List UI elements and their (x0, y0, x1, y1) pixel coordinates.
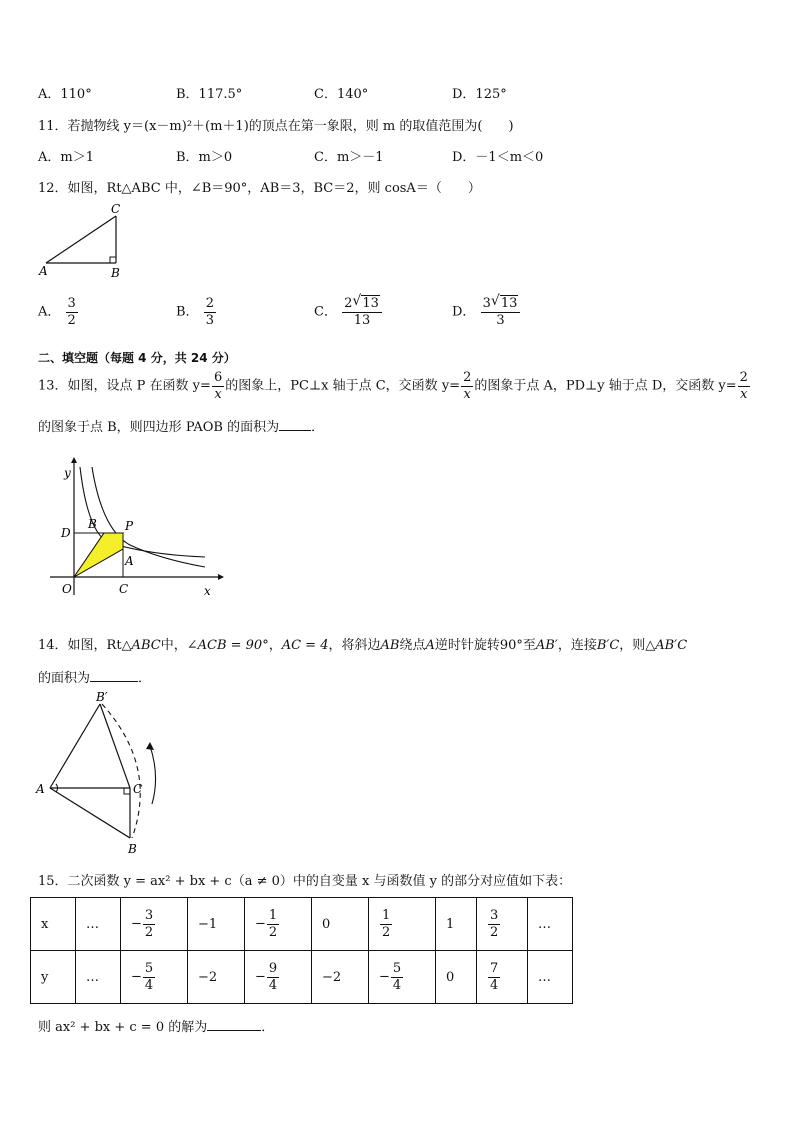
q15-x-cell (245, 898, 312, 951)
table-row (31, 951, 573, 1004)
cell-fraction-num: 7 (490, 960, 499, 976)
q14-question-line1 (38, 634, 687, 653)
q15-y-cell (369, 951, 436, 1004)
q11-option-b: B．m＞0 (176, 150, 233, 165)
q15-x-cell (76, 898, 121, 951)
q14-answer-blank[interactable] (90, 669, 138, 682)
q14-rotation-figure (30, 686, 180, 856)
cell-fraction-den: 4 (490, 977, 499, 993)
q13-label-d: D (61, 526, 71, 540)
q12-option-a-letter: A． (38, 304, 61, 320)
q14-ac: AC = 4 (281, 638, 329, 653)
q10-option-a: A．110° (38, 87, 92, 102)
q15-x-cell (121, 898, 188, 951)
q15-y-cell (477, 951, 528, 1004)
q14-angle: ∠ACB = 90° (186, 638, 269, 653)
cell-fraction-num: 1 (268, 907, 278, 923)
q12-label-b: B (111, 266, 120, 280)
q14-text-6: 逆时针旋转90°至 (434, 638, 536, 653)
q13-label-b: B (88, 517, 97, 531)
q15-answer-blank[interactable] (207, 1018, 261, 1031)
q13-hyperbola-figure (50, 455, 230, 605)
q10-option-b: B．117.5° (176, 87, 243, 102)
cell-sign: − (131, 916, 142, 932)
q12-label-c: C (111, 202, 121, 216)
q11-question: 11．若抛物线 y＝(x－m)²＋(m＋1)的顶点在第一象限，则 m 的取值范围为( ) (38, 119, 514, 134)
cell-fraction (488, 909, 500, 939)
cell-value: … (538, 916, 551, 932)
cell-value: … (86, 969, 99, 985)
q12-option-c-den: 13 (353, 312, 371, 328)
q14-label-c: C (133, 782, 143, 796)
q14-label-bprime: B′ (96, 690, 108, 704)
cell-value: 0 (446, 969, 455, 985)
cell-fraction (143, 962, 155, 992)
q14-end: ． (138, 671, 152, 686)
cell-fraction (267, 962, 279, 992)
q15-x-cell (188, 898, 245, 951)
cell-sign: − (379, 969, 390, 985)
cell-value: −1 (198, 916, 218, 932)
cell-fraction-num: 5 (144, 960, 154, 976)
q12-option-a-den: 2 (67, 312, 76, 328)
q11-option-c: C．m＞－1 (314, 150, 384, 165)
q12-option-c-rad: 13 (362, 296, 379, 311)
q14-label-a: A (36, 782, 45, 796)
q13-frac2-den: x (463, 386, 471, 402)
q12-option-d-letter: D． (452, 304, 476, 320)
q12-option-d: D． 3 √ 13 3 (452, 297, 521, 327)
q15-x-cell (477, 898, 528, 951)
q14-ab: AB (380, 638, 400, 653)
q14-tri2: △AB′C (645, 638, 688, 653)
q12-option-c: C． 2 √ 13 13 (314, 297, 383, 327)
q12-option-b (176, 297, 217, 327)
q14-pa: A (425, 638, 435, 653)
q15-x-cell (436, 898, 477, 951)
q15-y-cell (188, 951, 245, 1004)
cell-fraction-den: 4 (392, 977, 402, 993)
q14-abp: AB′ (535, 638, 558, 653)
q10-option-d: D．125° (452, 87, 507, 102)
cell-value: 0 (322, 916, 331, 932)
cell-value: … (538, 969, 551, 985)
cell-fraction (391, 962, 403, 992)
q14-bpc: B′C (596, 638, 620, 653)
q14-text-1: 14．如图，Rt (38, 638, 122, 653)
q14-text-7: ，连接 (557, 638, 597, 653)
q12-option-b-den: 3 (205, 312, 214, 328)
cell-fraction-den: 2 (268, 924, 278, 940)
cell-fraction-den: 2 (144, 924, 154, 940)
cell-fraction-den: 4 (144, 977, 154, 993)
q13-label-y: y (64, 466, 71, 480)
cell-fraction (380, 909, 392, 939)
cell-fraction-den: 2 (490, 924, 499, 940)
q12-option-b-num: 2 (205, 296, 214, 311)
q13-text-4: 的图象于点 B，则四边形 PAOB 的面积为 (38, 420, 280, 435)
q15-y-cell (436, 951, 477, 1004)
q12-option-a-num: 3 (67, 296, 76, 311)
q13-frac2-num: 2 (463, 370, 472, 385)
q14-label-b: B (128, 842, 137, 856)
cell-fraction-den: 4 (268, 977, 278, 993)
q13-label-a: A (125, 554, 134, 568)
q12-option-d-rad: 13 (500, 296, 518, 311)
cell-fraction-num: 3 (144, 907, 154, 923)
cell-fraction (488, 962, 500, 992)
q15-end: ． (261, 1020, 275, 1035)
q12-option-d-coef: 3 (482, 296, 491, 311)
q14-text-4: ，将斜边 (328, 638, 381, 653)
q15-y-cell (312, 951, 369, 1004)
q14-text-3: ， (268, 638, 282, 653)
q11-option-d: D．－1＜m＜0 (452, 150, 544, 165)
q15-answer-line (38, 1016, 274, 1035)
cell-fraction-num: 1 (382, 907, 391, 923)
q15-x-cell (369, 898, 436, 951)
q12-option-c-letter: C． (314, 304, 337, 320)
cell-value: −2 (322, 969, 342, 985)
q12-question: 12．如图，Rt△ABC 中，∠B＝90°，AB＝3，BC＝2，则 cosA＝（ ） (38, 181, 481, 196)
q12-option-a (38, 297, 79, 327)
cell-fraction-num: 3 (490, 907, 499, 923)
q13-question-line1 (38, 371, 751, 401)
cell-fraction (143, 909, 155, 939)
cell-fraction-num: 5 (392, 960, 402, 976)
q13-frac1-den: x (214, 386, 222, 402)
q15-y-header: y (31, 951, 76, 1004)
cell-sign: − (255, 916, 266, 932)
q15-value-table (30, 897, 573, 1004)
cell-sign: − (131, 969, 142, 985)
cell-value: −2 (198, 969, 218, 985)
cell-value: 1 (446, 916, 455, 932)
section-heading-fill-blank: 二、填空题（每题 4 分，共 24 分） (38, 351, 236, 365)
q15-x-cell (528, 898, 573, 951)
q13-answer-blank[interactable] (279, 418, 311, 431)
q15-y-cell (121, 951, 188, 1004)
q14-text-5: 绕点 (399, 638, 426, 653)
q14-text-8: ，则 (619, 638, 646, 653)
q12-triangle-figure (34, 200, 134, 282)
q15-y-cell (76, 951, 121, 1004)
q12-option-c-coef: 2 (344, 296, 353, 311)
q13-text-3: 的图象于点 A，PD⊥y 轴于点 D，交函数 y= (474, 378, 737, 394)
q13-end: ． (311, 420, 325, 435)
table-row (31, 898, 573, 951)
q15-y-cell (245, 951, 312, 1004)
q14-tri: △ABC (121, 638, 161, 653)
q13-frac1-num: 6 (213, 370, 223, 385)
cell-value: … (86, 916, 99, 932)
cell-sign: − (255, 969, 266, 985)
q13-question-line2 (38, 416, 324, 435)
q15-answer-prefix: 则 ax² + bx + c = 0 的解为 (38, 1020, 208, 1035)
q13-frac3-den: x (740, 386, 748, 402)
q13-frac3-num: 2 (739, 370, 748, 385)
q12-option-b-letter: B． (176, 304, 199, 320)
q12-option-d-den: 3 (496, 312, 505, 328)
q15-x-header: x (31, 898, 76, 951)
q14-question-line2 (38, 667, 151, 686)
cell-fraction-num: 9 (268, 960, 278, 976)
q13-label-p: P (125, 519, 134, 533)
q10-option-c: C．140° (314, 87, 369, 102)
q14-text-2: 中， (160, 638, 187, 653)
q14-text-9: 的面积为 (38, 671, 91, 686)
q13-text-1: 13．如图，设点 P 在函数 y= (38, 378, 211, 394)
q15-x-cell (312, 898, 369, 951)
cell-fraction (267, 909, 279, 939)
cell-fraction-den: 2 (382, 924, 391, 940)
q15-question: 15．二次函数 y = ax² + bx + c（a ≠ 0）中的自变量 x 与函数值 y 的部分对应值如下表： (38, 874, 572, 889)
q13-text-2: 的图象上，PC⊥x 轴于点 C，交函数 y= (225, 378, 461, 394)
q15-y-cell (528, 951, 573, 1004)
q13-label-x: x (204, 584, 211, 598)
q11-option-a: A．m＞1 (38, 150, 94, 165)
q13-label-c: C (119, 582, 129, 596)
q13-label-o: O (62, 582, 72, 596)
q12-label-a: A (39, 264, 48, 278)
